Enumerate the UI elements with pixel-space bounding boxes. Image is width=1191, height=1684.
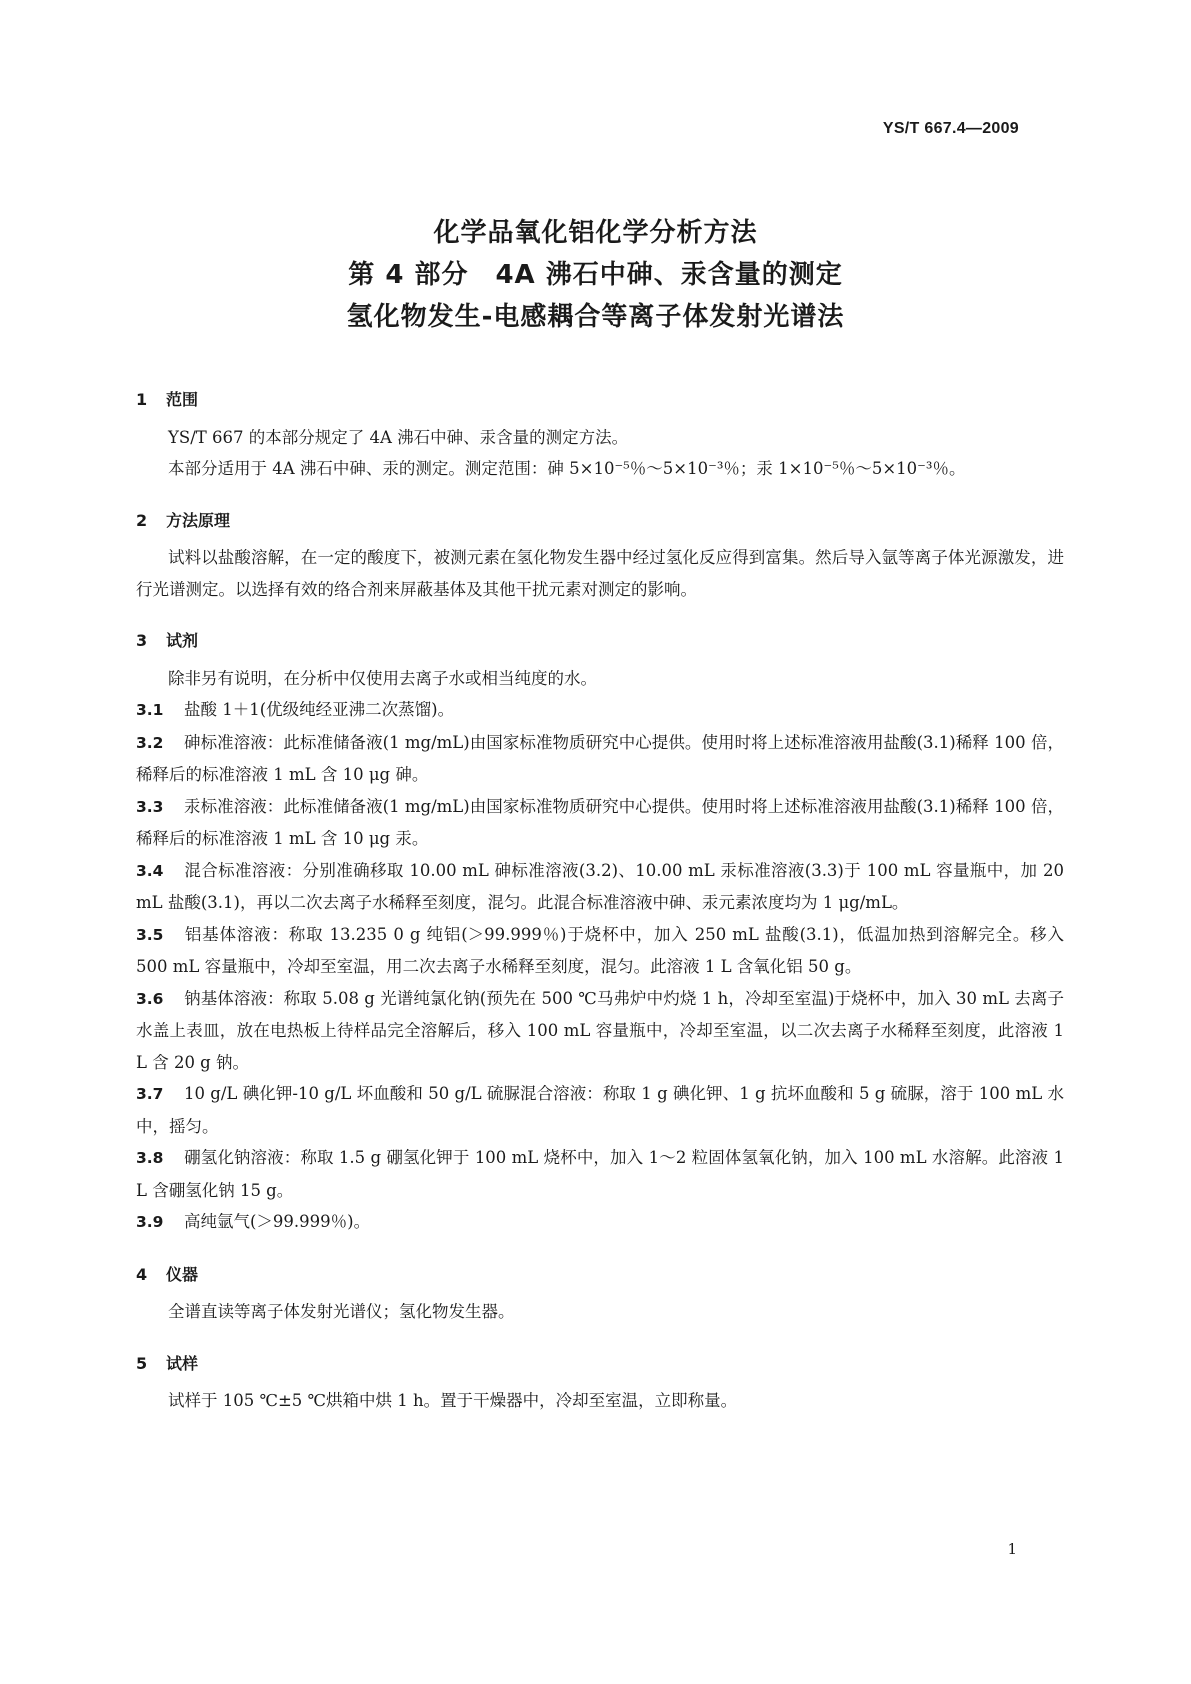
- paragraph: 试料以盐酸溶解，在一定的酸度下，被测元素在氢化物发生器中经过氢化反应得到富集。然后导入氩等离子体光源激发，进行光谱测定。以选择有效的络合剂来屏蔽基体及其他干扰元素对测定的影响。: [136, 548, 1064, 599]
- section-title: 试剂: [166, 631, 199, 650]
- clause: [136, 1206, 1064, 1239]
- title-line-1: 化学品氧化铝化学分析方法: [433, 218, 758, 248]
- clause: [136, 983, 1064, 1079]
- clause-number: 3.5: [136, 925, 164, 944]
- page-number: 1: [1007, 1540, 1017, 1558]
- section-number: 2: [136, 510, 148, 530]
- clause-text: 硼氢化钠溶液：称取 1.5 g 硼氢化钾于 100 mL 烧杯中，加入 1～2 粒固体氢氧化钠，加入 100 mL 水溶解。此溶液 1 L 含硼氢化钠 15 g。: [136, 1148, 1064, 1200]
- paragraph: 除非另有说明，在分析中仅使用去离子水或相当纯度的水。: [168, 668, 597, 688]
- clause: [136, 791, 1064, 855]
- section-title: 范围: [166, 390, 199, 409]
- title-line-2: 第 4 部分 4A 沸石中砷、汞含量的测定: [348, 260, 843, 290]
- clause-number: 3.3: [136, 797, 164, 816]
- clause: [136, 855, 1064, 919]
- section-title: 方法原理: [166, 510, 231, 530]
- document-title: [0, 212, 1191, 338]
- section-2-heading: [136, 505, 1064, 537]
- clause-number: 3.1: [136, 701, 164, 719]
- section-title: 试样: [166, 1353, 199, 1373]
- clause: [136, 1142, 1064, 1206]
- clause-text: 盐酸 1＋1(优级纯经亚沸二次蒸馏)。: [184, 700, 455, 719]
- section-number: 4: [136, 1264, 148, 1284]
- clause-number: 3.6: [136, 989, 164, 1008]
- clause: [136, 727, 1064, 791]
- paragraph: 全谱直读等离子体发射光谱仪；氢化物发生器。: [168, 1302, 515, 1321]
- section-number: 1: [136, 390, 148, 409]
- section-1-heading: [136, 384, 1064, 416]
- section-4-heading: [136, 1259, 1064, 1291]
- clause-number: 3.2: [136, 733, 164, 752]
- paragraph: 试样于 105 ℃±5 ℃烘箱中烘 1 h。置于干燥器中，冷却至室温，立即称量。: [168, 1391, 738, 1410]
- paragraph: 本部分适用于 4A 沸石中砷、汞的测定。测定范围：砷 5×10⁻⁵％～5×10⁻³％；汞 1×10⁻⁵％～5×10⁻³％。: [168, 459, 966, 478]
- section-title: 仪器: [166, 1264, 199, 1284]
- clause-number: 3.9: [136, 1213, 164, 1231]
- section-number: 5: [136, 1353, 148, 1373]
- clause-text: 砷标准溶液：此标准储备液(1 mg/mL)由国家标准物质研究中心提供。使用时将上述标准溶液用盐酸(3.1)稀释 100 倍，稀释后的标准溶液 1 mL 含 10 μg 砷。: [136, 732, 1064, 784]
- clause: [136, 919, 1064, 983]
- clause-text: 汞标准溶液：此标准储备液(1 mg/mL)由国家标准物质研究中心提供。使用时将上述标准溶液用盐酸(3.1)稀释 100 倍，稀释后的标准溶液 1 mL 含 10 μg 汞。: [136, 796, 1064, 848]
- clause-text: 10 g/L 碘化钾-10 g/L 坏血酸和 50 g/L 硫脲混合溶液：称取 1 g 碘化钾、1 g 抗坏血酸和 5 g 硫脲，溶于 100 mL 水中，摇匀。: [136, 1084, 1064, 1136]
- section-number: 3: [136, 631, 148, 650]
- clause-text: 高纯氩气(＞99.999％)。: [184, 1212, 371, 1231]
- clause: [136, 694, 1064, 727]
- section-5-heading: [136, 1348, 1064, 1380]
- section-3-heading: [136, 625, 1064, 657]
- clause-number: 3.4: [136, 861, 164, 880]
- document-body: [136, 384, 1064, 1417]
- clause-number: 3.7: [136, 1085, 164, 1103]
- standard-number: YS/T 667.4—2009: [882, 120, 1019, 137]
- clause-number: 3.8: [136, 1149, 164, 1167]
- title-line-3: 氢化物发生-电感耦合等离子体发射光谱法: [346, 302, 845, 332]
- clause-text: 钠基体溶液：称取 5.08 g 光谱纯氯化钠(预先在 500 ℃马弗炉中灼烧 1 h，冷却至室温)于烧杯中，加入 30 mL 去离子水盖上表皿，放在电热板上待样品完全溶解后，移入 100 mL 容量瓶中，冷却至室温，以二次去离子水稀释至刻度，此溶液 1 L 含 20 g 钠。: [136, 988, 1064, 1072]
- clause-text: 铝基体溶液：称取 13.235 0 g 纯铝(＞99.999％)于烧杯中，加入 250 mL 盐酸(3.1)，低温加热到溶解完全。移入 500 mL 容量瓶中，冷却至室温，用二次去离子水稀释至刻度，混匀。此溶液 1 L 含氧化铝 50 g。: [136, 924, 1064, 976]
- clause-text: 混合标准溶液：分别准确移取 10.00 mL 砷标准溶液(3.2)、10.00 mL 汞标准溶液(3.3)于 100 mL 容量瓶中，加 20 mL 盐酸(3.1)，再以二次去离子水稀释至刻度，混匀。此混合标准溶液中砷、汞元素浓度均为 1 μg/mL。: [136, 860, 1064, 912]
- clause: [136, 1078, 1064, 1142]
- paragraph: YS/T 667 的本部分规定了 4A 沸石中砷、汞含量的测定方法。: [168, 427, 629, 447]
